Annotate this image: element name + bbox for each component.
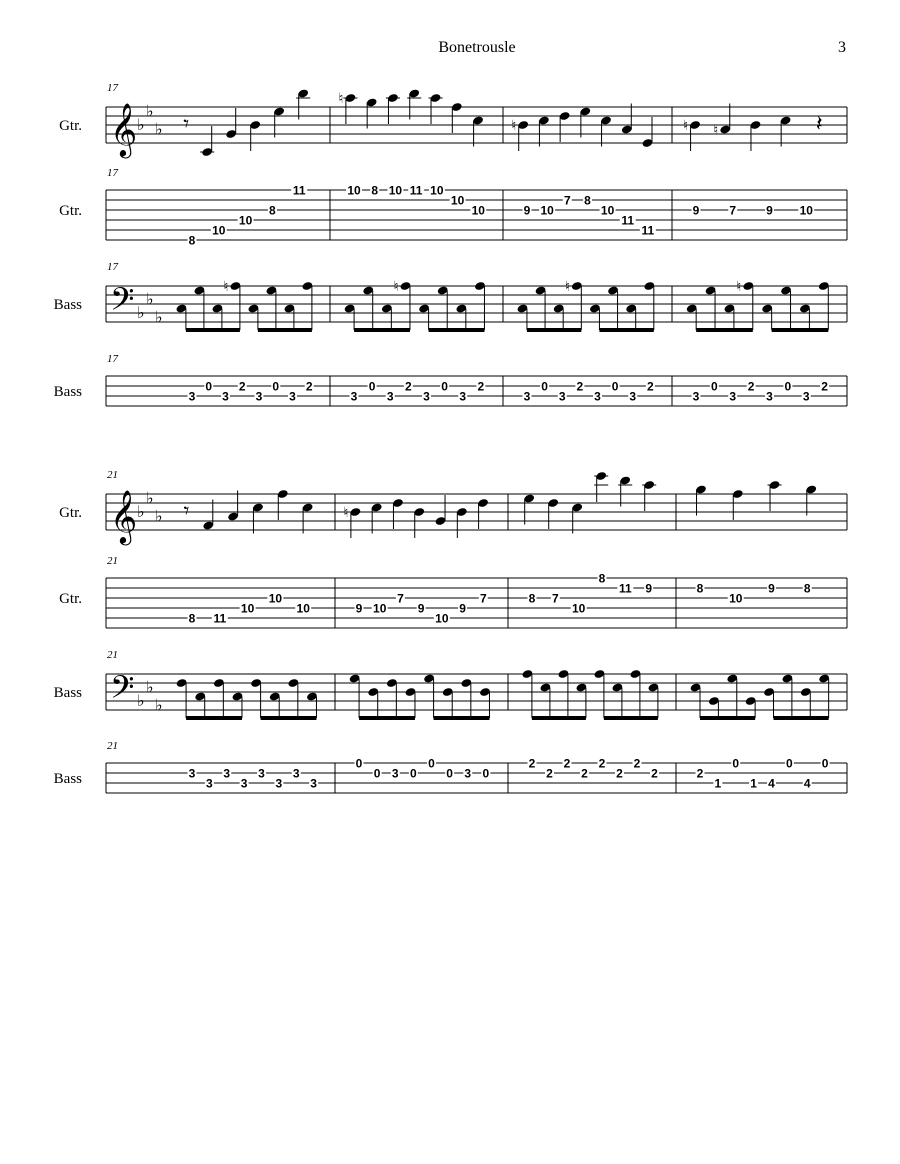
rest: 𝄾 xyxy=(183,499,190,524)
bass-tab-fret: 4 xyxy=(803,776,811,791)
measure-number: 17 xyxy=(107,261,118,273)
guitar-tab-fret: 8 xyxy=(598,571,606,586)
bass-tab-fret: 3 xyxy=(464,766,472,781)
page-title: Bonetrousle xyxy=(438,39,516,56)
bass-tab-fret: 0 xyxy=(611,379,619,394)
guitar-tab-fret: 7 xyxy=(551,591,559,606)
bass-tab-fret: 4 xyxy=(768,776,775,791)
natural-sign: ♮ xyxy=(736,279,742,295)
bass-tab-fret: 2 xyxy=(576,379,584,394)
guitar-tab-fret: 10 xyxy=(240,601,255,616)
bass-tab-fret: 2 xyxy=(696,766,704,781)
bass-tab-fret: 0 xyxy=(732,756,740,771)
bass-tab-fret: 3 xyxy=(223,766,231,781)
guitar-tab-fret: 11 xyxy=(292,183,306,198)
bass-tab-fret: 3 xyxy=(459,389,467,404)
measure-number: 21 xyxy=(107,649,118,661)
key-signature-flat: ♭ xyxy=(137,115,145,134)
treble-clef: 𝄞 xyxy=(110,102,138,156)
bass-tab-fret: 0 xyxy=(205,379,213,394)
guitar-tab-fret: 8 xyxy=(528,591,536,606)
bass-tab-fret: 2 xyxy=(238,379,246,394)
guitar-tab-fret: 11 xyxy=(618,581,632,596)
bass-tab-fret: 3 xyxy=(350,389,358,404)
bass-tab-fret: 2 xyxy=(581,766,588,781)
system xyxy=(54,82,847,406)
bass-tab-fret: 3 xyxy=(423,389,430,404)
bass-tab-fret: 3 xyxy=(206,776,213,791)
guitar-tab-fret: 9 xyxy=(417,601,425,616)
system xyxy=(54,469,847,793)
guitar-tab-fret: 10 xyxy=(268,591,283,606)
bass-tab-fret: 0 xyxy=(410,766,417,781)
instrument-label-guitar-tab: Gtr. xyxy=(59,203,82,219)
key-signature-flat: ♭ xyxy=(155,307,163,327)
bass-tab-fret: 3 xyxy=(766,389,773,404)
instrument-label-bass-tab: Bass xyxy=(53,384,82,400)
guitar-tab-fret: 10 xyxy=(540,203,554,218)
guitar-tab-fret: 10 xyxy=(600,203,615,218)
instrument-label-guitar-tab: Gtr. xyxy=(59,591,82,607)
natural-sign: ♮ xyxy=(393,279,399,295)
bass-tab-fret: 3 xyxy=(255,389,263,404)
bass-tab-fret: 0 xyxy=(482,766,490,781)
bass-tab-fret: 2 xyxy=(647,379,654,394)
guitar-tab-fret: 7 xyxy=(397,591,404,606)
guitar-tab-fret: 10 xyxy=(373,601,387,616)
bass-tab-fret: 3 xyxy=(188,766,196,781)
bass-tab-fret: 0 xyxy=(786,756,793,771)
key-signature-flat: ♭ xyxy=(137,303,145,322)
guitar-tab-fret: 11 xyxy=(641,223,655,238)
guitar-tab-fret: 10 xyxy=(450,193,465,208)
natural-sign: ♮ xyxy=(713,122,719,139)
guitar-tab-fret: 10 xyxy=(799,203,813,218)
guitar-tab-fret: 10 xyxy=(729,591,743,606)
guitar-tab-fret: 9 xyxy=(355,601,363,616)
guitar-tab-fret: 10 xyxy=(388,183,403,198)
measure-number: 21 xyxy=(107,469,118,481)
guitar-tab-fret: 10 xyxy=(571,601,586,616)
natural-sign: ♮ xyxy=(338,91,344,107)
instrument-label-guitar: Gtr. xyxy=(59,505,82,521)
bass-tab-fret: 0 xyxy=(541,379,548,394)
bass-tab-fret: 3 xyxy=(558,389,566,404)
key-signature-flat: ♭ xyxy=(155,119,163,139)
guitar-tab-fret: 10 xyxy=(435,611,449,626)
bass-tab-fret: 3 xyxy=(802,389,810,404)
measure-number: 17 xyxy=(107,82,118,94)
bass-tab-fret: 3 xyxy=(310,776,317,791)
bass-clef: 𝄢 xyxy=(110,281,135,325)
bass-tab-fret: 3 xyxy=(391,766,399,781)
key-signature-flat: ♭ xyxy=(155,695,163,715)
bass-tab-fret: 0 xyxy=(373,766,381,781)
bass-tab-fret: 3 xyxy=(188,389,196,404)
bass-tab-fret: 2 xyxy=(305,379,313,394)
guitar-tab-fret: 11 xyxy=(409,183,423,198)
key-signature-flat: ♭ xyxy=(137,502,145,521)
bass-tab-fret: 2 xyxy=(747,379,755,394)
key-signature-flat: ♭ xyxy=(146,488,154,508)
bass-tab-fret: 3 xyxy=(729,389,737,404)
bass-tab-fret: 0 xyxy=(711,379,718,394)
guitar-tab-fret: 9 xyxy=(768,581,775,596)
guitar-tab-fret: 10 xyxy=(212,223,226,238)
bass-tab-fret: 2 xyxy=(821,379,828,394)
bass-tab-fret: 0 xyxy=(446,766,453,781)
bass-tab-fret: 3 xyxy=(222,389,229,404)
bass-tab-fret: 2 xyxy=(598,756,606,771)
key-signature-flat: ♭ xyxy=(155,506,163,526)
measure-number: 17 xyxy=(107,353,118,365)
guitar-tab-fret: 7 xyxy=(563,193,571,208)
guitar-tab-fret: 10 xyxy=(430,183,444,198)
guitar-tab-fret: 10 xyxy=(471,203,485,218)
bass-tab-fret: 3 xyxy=(386,389,394,404)
bass-tab-fret: 3 xyxy=(523,389,531,404)
guitar-tab-fret: 11 xyxy=(621,213,635,228)
guitar-tab-fret: 9 xyxy=(766,203,773,218)
guitar-tab-fret: 8 xyxy=(188,233,196,248)
guitar-tab-fret: 9 xyxy=(523,203,531,218)
treble-clef: 𝄞 xyxy=(110,489,138,543)
guitar-tab-fret: 8 xyxy=(803,581,811,596)
bass-tab-fret: 0 xyxy=(428,756,435,771)
bass-tab-fret: 0 xyxy=(821,756,829,771)
guitar-tab-fret: 10 xyxy=(296,601,310,616)
page-number: 3 xyxy=(838,39,846,56)
bass-tab-fret: 2 xyxy=(477,379,485,394)
natural-sign: ♮ xyxy=(683,118,689,134)
measure-number: 21 xyxy=(107,555,118,567)
instrument-label-bass-tab: Bass xyxy=(53,771,82,787)
bass-tab-fret: 2 xyxy=(546,766,553,781)
bass-tab-fret: 2 xyxy=(563,756,571,771)
guitar-tab-fret: 8 xyxy=(696,581,704,596)
bass-tab-fret: 3 xyxy=(292,766,300,781)
bass-tab-fret: 3 xyxy=(692,389,700,404)
instrument-label-bass: Bass xyxy=(53,297,82,313)
guitar-tab-fret: 9 xyxy=(459,601,466,616)
guitar-tab-fret: 10 xyxy=(347,183,361,198)
measure-number: 21 xyxy=(107,740,118,752)
guitar-tab-fret: 9 xyxy=(692,203,700,218)
bass-tab-fret: 0 xyxy=(441,379,448,394)
guitar-tab-fret: 7 xyxy=(479,591,487,606)
rest: 𝄽 xyxy=(815,112,823,137)
guitar-tab-fret: 9 xyxy=(645,581,653,596)
bass-tab-fret: 2 xyxy=(651,766,658,781)
key-signature-flat: ♭ xyxy=(146,289,154,309)
guitar-tab-fret: 8 xyxy=(371,183,379,198)
bass-tab-fret: 0 xyxy=(368,379,376,394)
rest: 𝄾 xyxy=(183,112,190,137)
natural-sign: ♮ xyxy=(223,279,229,295)
bass-tab-fret: 0 xyxy=(272,379,280,394)
score-systems xyxy=(54,82,847,793)
guitar-tab-fret: 8 xyxy=(584,193,591,208)
instrument-label-bass: Bass xyxy=(53,685,82,701)
guitar-tab-fret: 8 xyxy=(269,203,276,218)
guitar-tab-fret: 11 xyxy=(213,611,227,626)
key-signature-flat: ♭ xyxy=(137,691,145,710)
bass-tab-fret: 3 xyxy=(629,389,637,404)
measure-number: 17 xyxy=(107,167,118,179)
bass-tab-fret: 2 xyxy=(405,379,412,394)
bass-tab-fret: 1 xyxy=(714,776,722,791)
bass-tab-fret: 2 xyxy=(528,756,536,771)
bass-tab-fret: 3 xyxy=(240,776,248,791)
bass-tab-fret: 3 xyxy=(289,389,296,404)
bass-tab-fret: 3 xyxy=(275,776,283,791)
bass-tab-fret: 2 xyxy=(633,756,641,771)
bass-tab-fret: 2 xyxy=(616,766,623,781)
natural-sign: ♮ xyxy=(343,505,349,521)
key-signature-flat: ♭ xyxy=(146,677,154,697)
guitar-tab-fret: 10 xyxy=(238,213,253,228)
instrument-label-guitar: Gtr. xyxy=(59,118,82,134)
bass-clef: 𝄢 xyxy=(110,669,135,713)
bass-tab-fret: 0 xyxy=(784,379,792,394)
natural-sign: ♮ xyxy=(564,279,570,295)
bass-tab-fret: 1 xyxy=(750,776,757,791)
guitar-tab-fret: 7 xyxy=(729,203,737,218)
key-signature-flat: ♭ xyxy=(146,101,154,121)
bass-tab-fret: 3 xyxy=(258,766,265,781)
guitar-tab-fret: 8 xyxy=(188,611,196,626)
bass-tab-fret: 3 xyxy=(594,389,601,404)
natural-sign: ♮ xyxy=(511,118,517,134)
bass-tab-fret: 0 xyxy=(355,756,363,771)
